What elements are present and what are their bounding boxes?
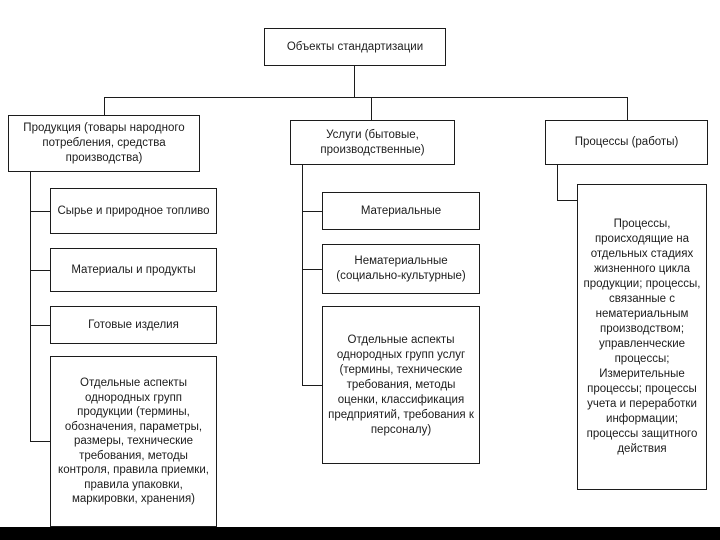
connector-products-tick-4: [30, 441, 50, 442]
branch-processes: Процессы (работы): [545, 120, 708, 165]
connector-drop-processes: [627, 97, 628, 120]
connector-drop-services: [371, 97, 372, 120]
branch-services: Услуги (бытовые, производственные): [290, 120, 455, 165]
connector-products-tick-1: [30, 211, 50, 212]
node-materials-products: Материалы и продукты: [50, 248, 217, 292]
node-material-services: Материальные: [322, 192, 480, 230]
connector-services-trunk: [302, 165, 303, 385]
root-node-objects-of-standardization: Объекты стандартизации: [264, 28, 446, 66]
connector-products-trunk: [30, 172, 31, 442]
connector-services-tick-2: [302, 269, 322, 270]
connector-processes-trunk: [557, 165, 558, 201]
connector-processes-tick-1: [557, 200, 577, 201]
connector-root-vertical: [354, 66, 355, 97]
connector-drop-products: [104, 97, 105, 115]
connector-services-tick-1: [302, 211, 322, 212]
bottom-black-bar: [0, 527, 720, 540]
connector-main-horizontal: [104, 97, 628, 98]
node-nonmaterial-services: Нематериальные (социально-культурные): [322, 244, 480, 294]
node-process-types: Процессы, происходящие на отдельных стадиях жизненного цикла продукции; процессы, связанные с нематериальным производством; управленческие процессы; Измерительные процессы; процессы учета и переработки информации; процессы защитного действия: [577, 184, 707, 490]
connector-services-tick-3: [302, 385, 322, 386]
connector-products-tick-2: [30, 270, 50, 271]
node-raw-materials-fuel: Сырье и природное топливо: [50, 188, 217, 234]
node-finished-goods: Готовые изделия: [50, 306, 217, 344]
node-product-group-aspects: Отдельные аспекты однородных групп продукции (термины, обозначения, параметры, размеры, технические требования, методы контроля, правила приемки, правила упаковки, маркировки, хранения): [50, 356, 217, 527]
branch-products: Продукция (товары народного потребления, средства производства): [8, 115, 200, 172]
connector-products-tick-3: [30, 325, 50, 326]
node-service-group-aspects: Отдельные аспекты однородных групп услуг (термины, технические требования, методы оценки, классификация предприятий, требования к персоналу): [322, 306, 480, 464]
